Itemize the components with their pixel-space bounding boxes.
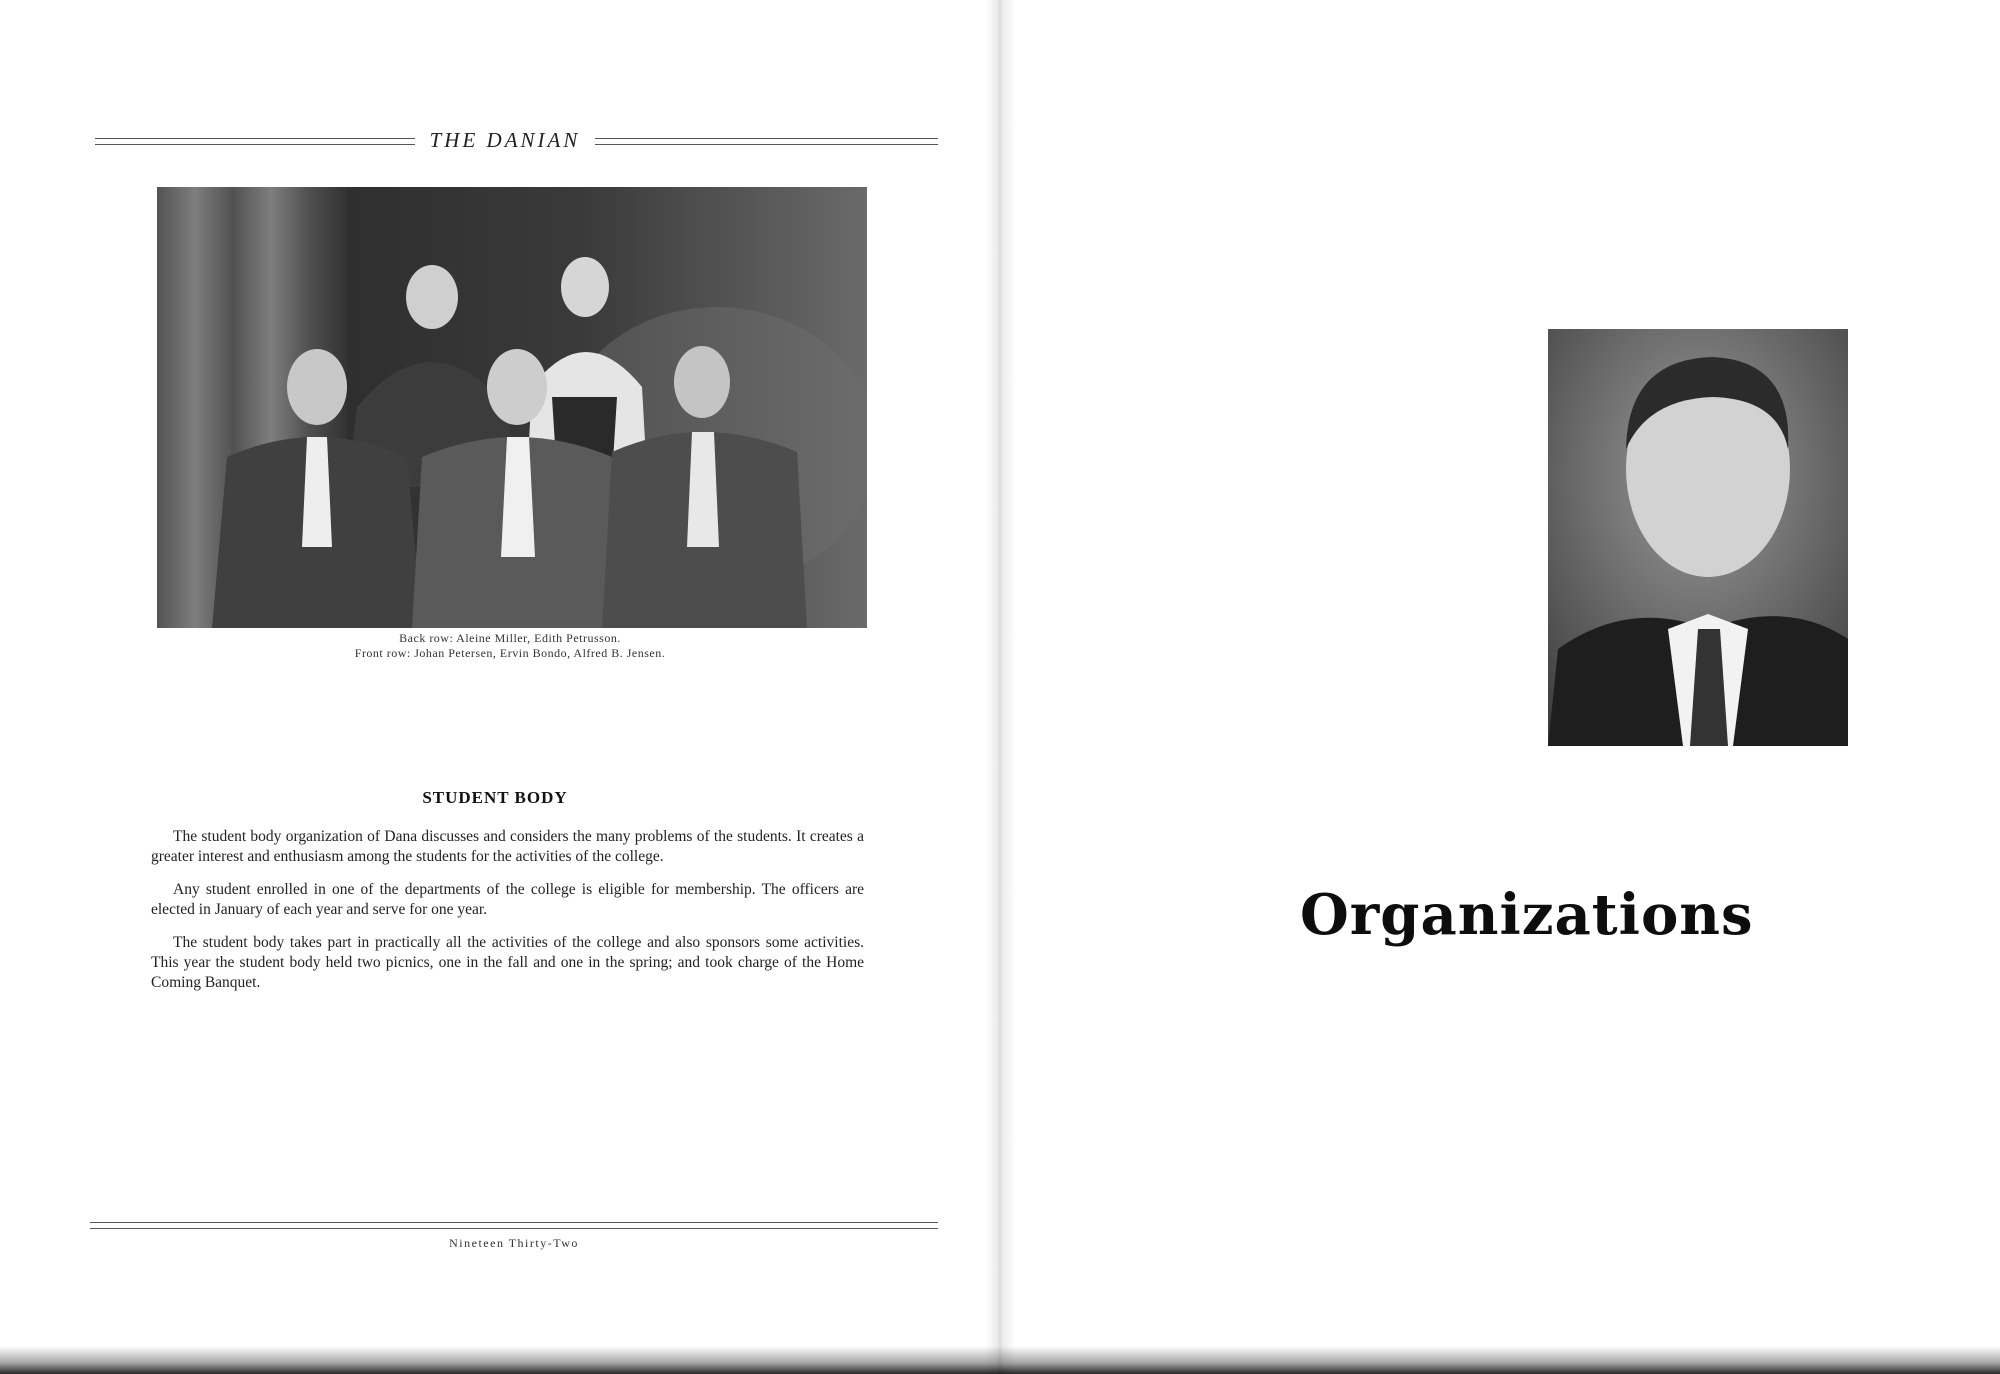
portrait-photo (1548, 329, 1848, 746)
header-rule-left (95, 138, 415, 145)
group-photo (157, 187, 867, 628)
caption-front-row: Front row: Johan Petersen, Ervin Bondo, Alfred B. Jensen. (354, 646, 666, 660)
portrait-image (1548, 329, 1848, 746)
footer-year: Nineteen Thirty-Two (449, 1236, 579, 1250)
paragraph-2: Any student enrolled in one of the departments of the college is eligible for membership. The officers are elected in January of each year and serve for one year. (151, 881, 864, 918)
page-gutter (985, 0, 1015, 1374)
caption-back-row: Back row: Aleine Miller, Edith Petrusson. (399, 631, 621, 645)
page-header (95, 128, 938, 154)
paragraph-1: The student body organization of Dana discusses and considers the many problems of the students. It creates a greater interest and enthusiasm among the students for the activities of the college. (151, 828, 864, 865)
group-photo-image (157, 187, 867, 628)
paragraph-3: The student body takes part in practically all the activities of the college and also sponsors some activities. This year the student body held two picnics, one in the fall and one in the spring; and took charge of the Home Coming Banquet. (151, 934, 864, 991)
running-title: THE DANIAN (429, 128, 581, 152)
page-edge-shadow (0, 1346, 2000, 1374)
footer-rule (90, 1222, 938, 1229)
section-heading: STUDENT BODY (422, 788, 568, 807)
header-rule-right (595, 138, 938, 145)
group-photo-caption (150, 631, 870, 661)
section-body (151, 827, 864, 1006)
organizations-title: Organizations (1300, 882, 1754, 948)
